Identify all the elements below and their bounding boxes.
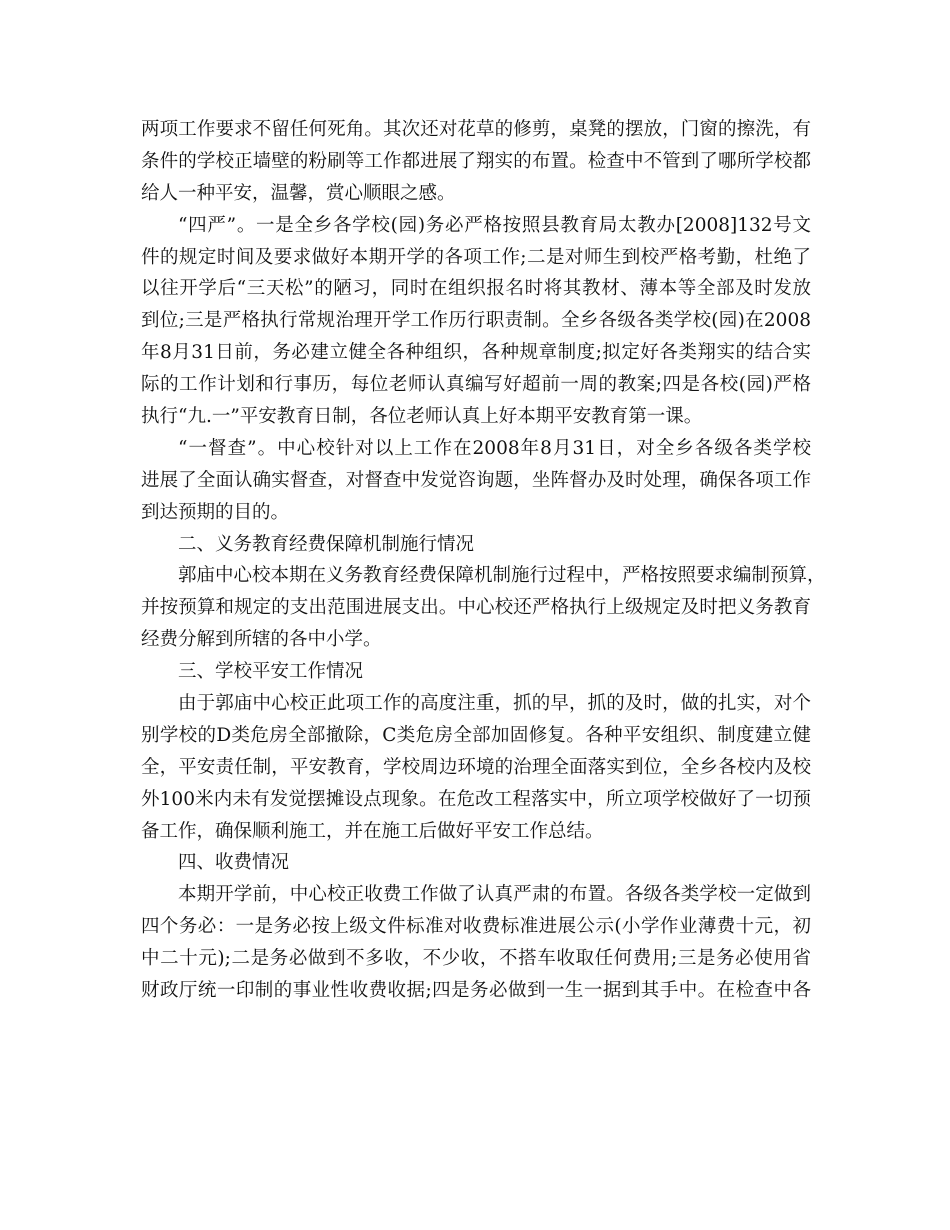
- text-line: 两项工作要求不留任何死角。其次还对花草的修剪，桌凳的摆放，门窗的擦洗，有: [141, 119, 811, 140]
- text-line: 四个务必：一是务必按上级文件标准对收费标准进展公示(小学作业薄费十元，初: [141, 916, 811, 938]
- text-line: 全，平安责任制，平安教育，学校周边环境的治理全面落实到位，全乡各校内及校: [141, 756, 811, 778]
- section-heading: 三、学校平安工作情况: [178, 661, 364, 683]
- text-line: 以往开学后“三天松”的陋习，同时在组织报名时将其教材、薄本等全部及时发放: [141, 278, 811, 300]
- text-line: 到达预期的目的。: [141, 501, 290, 523]
- paragraph-start-line: “一督查”。中心校针对以上工作在2008年8月31日，对全乡各级各类学校: [178, 437, 811, 459]
- text-line: 到位;三是严格执行常规治理开学工作历行职责制。全乡各级各类学校(园)在2008: [141, 310, 811, 332]
- text-line: 件的规定时间及要求做好本期开学的各项工作;二是对师生到校严格考勤，杜绝了: [141, 246, 811, 268]
- text-line: 中二十元);二是务必做到不多收，不少收，不搭车收取任何费用;三是务必使用省: [141, 948, 811, 970]
- text-line: 际的工作计划和行事历，每位老师认真编写好超前一周的教案;四是各校(园)严格: [141, 374, 811, 396]
- section-heading: 二、义务教育经费保障机制施行情况: [178, 533, 475, 555]
- text-line: 执行“九.一”平安教育日制，各位老师认真上好本期平安教育第一课。: [141, 406, 703, 428]
- text-line: 财政厅统一印制的事业性收费收据;四是务必做到一生一据到其手中。在检查中各: [141, 980, 811, 1002]
- text-line: 备工作，确保顺利施工，并在施工后做好平安工作总结。: [141, 820, 604, 842]
- paragraph-start-line: 本期开学前，中心校正收费工作做了认真严肃的布置。各级各类学校一定做到: [178, 884, 811, 906]
- text-line: 年8月31日前，务必建立健全各种组织，各种规章制度;拟定好各类翔实的结合实: [141, 342, 811, 364]
- section-heading: 四、收费情况: [178, 852, 290, 874]
- paragraph-start-line: “四严”。一是全乡各学校(园)务必严格按照县教育局太教办[2008]132号文: [178, 214, 811, 236]
- document-page: [141, 114, 826, 1007]
- paragraph-start-line: 由于郭庙中心校正此项工作的高度注重，抓的早，抓的及时，做的扎实，对个: [178, 693, 811, 715]
- text-line: 别学校的D类危房全部撤除，C类危房全部加固修复。各种平安组织、制度建立健: [141, 724, 811, 746]
- paragraph-start-line: 郭庙中心校本期在义务教育经费保障机制施行过程中，严格按照要求编制预算，: [178, 565, 826, 587]
- text-line: 外100米内未有发觉摆摊设点现象。在危改工程落实中，所立项学校做好了一切预: [141, 788, 811, 810]
- text-line: 并按预算和规定的支出范围进展支出。中心校还严格执行上级规定及时把义务教育: [141, 597, 811, 619]
- text-line: 给人一种平安，温馨，赏心顺眼之感。: [141, 182, 456, 204]
- text-line: 经费分解到所辖的各中小学。: [141, 629, 382, 651]
- text-line: 进展了全面认确实督查，对督查中发觉咨询题，坐阵督办及时处理，确保各项工作: [141, 469, 811, 491]
- text-line: 条件的学校正墙壁的粉刷等工作都进展了翔实的布置。检查中不管到了哪所学校都: [141, 150, 811, 172]
